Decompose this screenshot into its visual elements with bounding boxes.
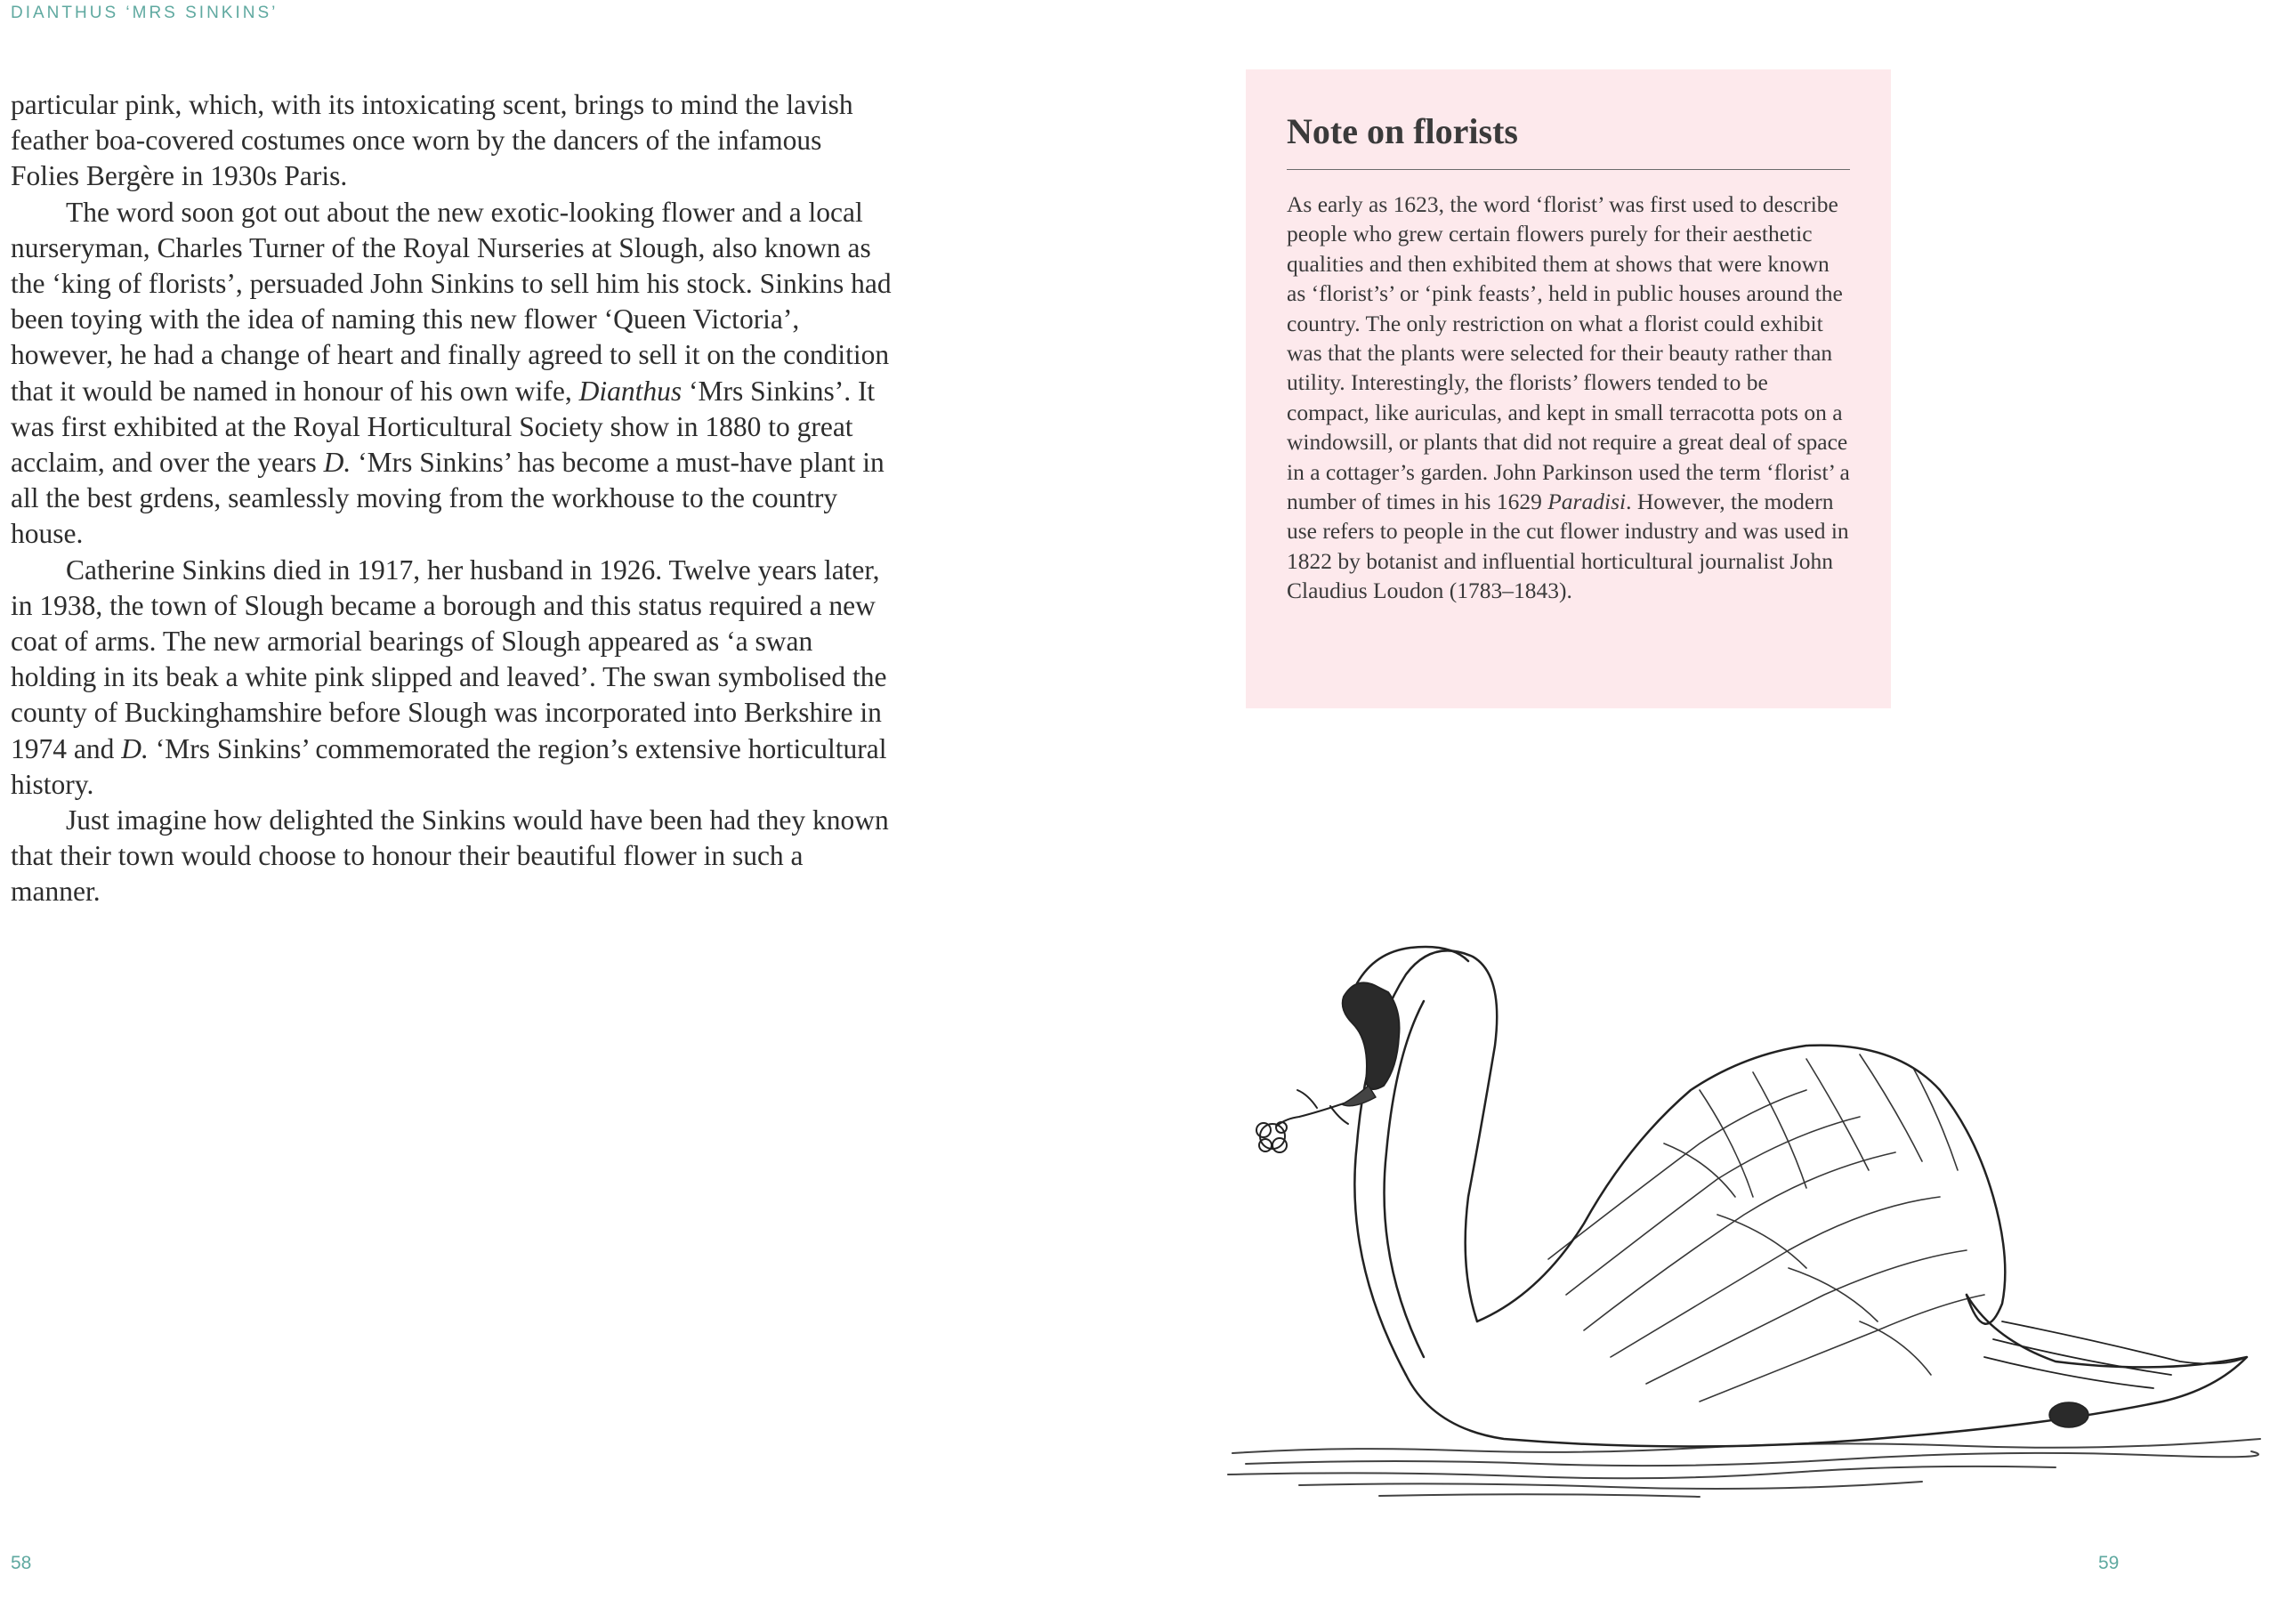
swan-body xyxy=(1406,1046,2247,1447)
note-text-italic-paradisi: Paradisi xyxy=(1547,489,1627,515)
swan-tail xyxy=(1984,1321,2247,1388)
paragraph-1 xyxy=(11,87,892,195)
paragraph-3-part-a: Catherine Sinkins died in 1917, her husband in 1926. Twelve years later, in 1938, the town of Slough became a borough and this status required a new coat of arms. The new armorial bearings of Slough appeared as ‘a swan holding in its beak a white pink slipped and leaved’. The swan symbolised the county of Buckinghamshire before Slough was incorporated into Berkshire in 1974 and xyxy=(11,553,887,764)
main-text-column xyxy=(11,87,892,910)
paragraph-2-part-b: ‘Mrs Sinkins’. It was first exhibited at the Royal Horticultural Society show in 1880 to great acclaim, and over the years xyxy=(11,375,876,479)
swan-head xyxy=(1343,982,1400,1089)
swan-foot xyxy=(2049,1402,2088,1427)
paragraph-3 xyxy=(11,553,892,803)
note-text-part-a: As early as 1623, the word ‘florist’ was first used to describe people who grew certain flowers purely for their aesthetic qualities and then exhibited them at shows that were known as ‘florist’s’ or ‘pink feasts’, held in public houses around the country. The only restriction on what a florist could exhibit was that the plants were selected for their beauty rather than utility. Interestingly, the florists’ flowers tended to be compact, like auriculas, and kept in small terracotta pots on a windowsill, or plants that did not require a great deal of space in a cottager’s garden. John Parkinson used the term ‘florist’ a number of times in his 1629 xyxy=(1287,191,1850,515)
paragraph-3-italic-d: D. xyxy=(121,732,149,764)
swan-illustration xyxy=(1166,877,2278,1624)
note-text xyxy=(1287,190,1850,606)
note-divider xyxy=(1287,169,1850,170)
water-lines xyxy=(1228,1439,2260,1497)
note-on-florists-box xyxy=(1246,69,1891,708)
page-number-left: 58 xyxy=(11,1553,32,1573)
paragraph-4-text: Just imagine how delighted the Sinkins would have been had they known that their town would choose to honour their beautiful flower in such a manner. xyxy=(11,804,889,908)
note-text-part-b: . However, the modern use refers to people in the cut flower industry and was used in 1822 by botanist and influential horticultural journalist John Claudius Loudon (1783–1843). xyxy=(1287,489,1849,604)
note-title: Note on florists xyxy=(1287,111,1518,151)
paragraph-1-text: particular pink, which, with its intoxicating scent, brings to mind the lavish feather boa-covered costumes once worn by the dancers of the infamous Folies Bergère in 1930s Paris. xyxy=(11,89,853,192)
paragraph-2-italic-dianthus: Dianthus xyxy=(578,375,683,407)
pink-flower xyxy=(1256,1090,1348,1152)
paragraph-2 xyxy=(11,195,892,553)
paragraph-3-part-b: ‘Mrs Sinkins’ commemorated the region’s extensive horticultural history. xyxy=(11,732,887,800)
paragraph-2-italic-d: D. xyxy=(323,447,351,479)
paragraph-2-part-a: The word soon got out about the new exotic-looking flower and a local nurseryman, Charles Turner of the Royal Nurseries at Slough, also known as the ‘king of florists’, persuaded John Sinkins to sell him his stock. Sinkins had been toying with the idea of naming this new flower ‘Queen Victoria’, however, he had a change of heart and finally agreed to sell it on the condition that it would be named in honour of his own wife, xyxy=(11,196,892,407)
swan-beak xyxy=(1342,1086,1376,1106)
page-number-right: 59 xyxy=(2098,1553,2120,1573)
swan-wing-feathers xyxy=(1548,1054,1984,1402)
paragraph-2-part-c: ‘Mrs Sinkins’ has become a must-have plant in all the best grdens, seamlessly moving from the workhouse to the country house. xyxy=(11,447,885,550)
paragraph-4 xyxy=(11,803,892,910)
running-head: DIANTHUS ‘MRS SINKINS’ xyxy=(11,4,279,22)
